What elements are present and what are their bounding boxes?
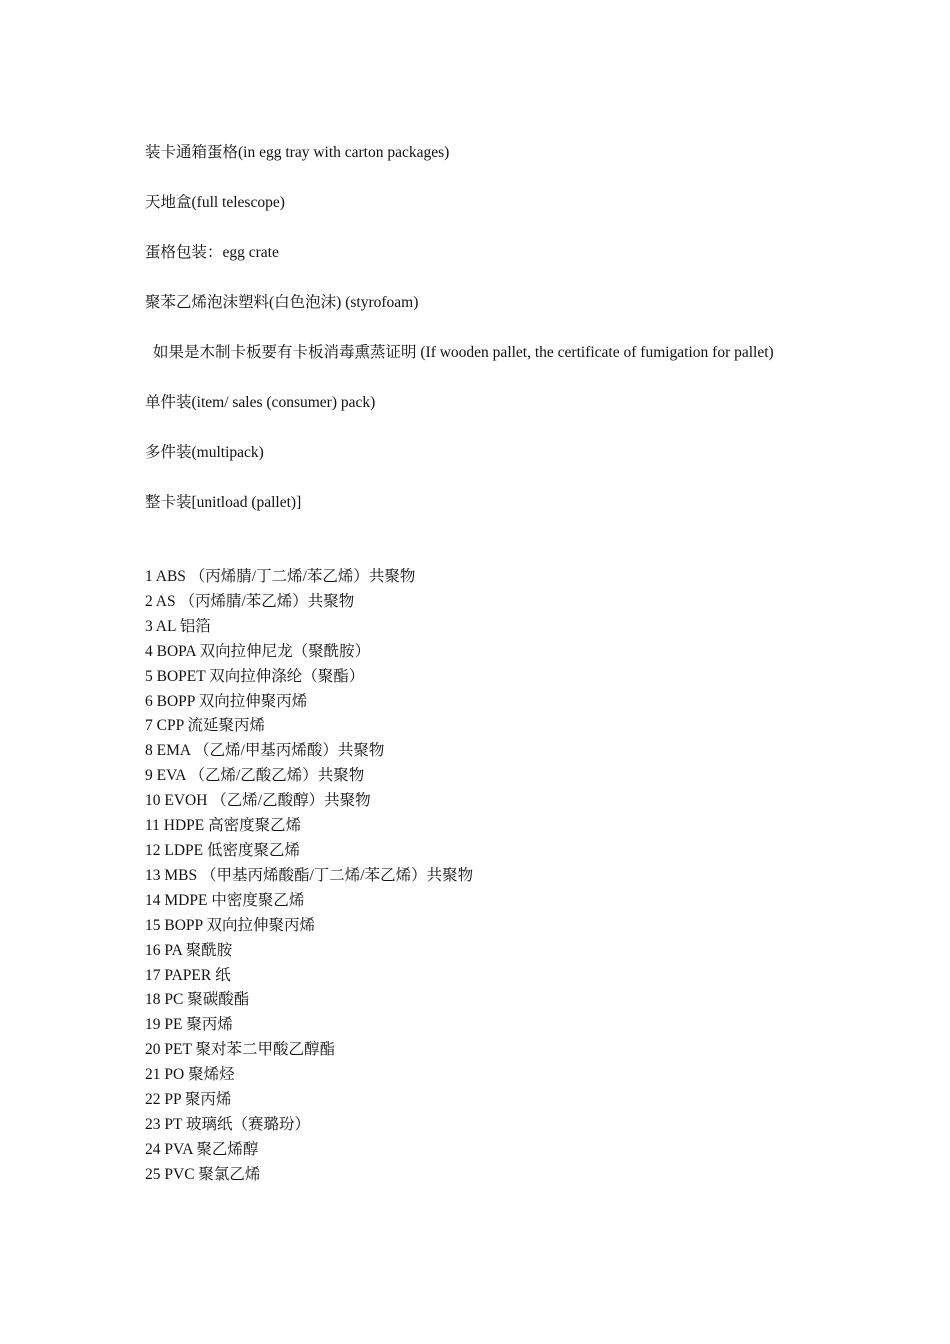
paragraph-item-pack: 单件装(item/ sales (consumer) pack) — [145, 394, 376, 411]
list-item: 6 BOPP 双向拉伸聚丙烯 — [145, 692, 308, 710]
paragraph-full-telescope: 天地盒(full telescope) — [145, 194, 285, 211]
list-item: 25 PVC 聚氯乙烯 — [145, 1165, 261, 1183]
list-item: 2 AS （丙烯腈/苯乙烯）共聚物 — [145, 592, 355, 610]
list-item: 13 MBS （甲基丙烯酸酯/丁二烯/苯乙烯）共聚物 — [145, 866, 474, 884]
list-item: 24 PVA 聚乙烯醇 — [145, 1140, 259, 1158]
list-item: 17 PAPER 纸 — [145, 966, 231, 984]
paragraph-styrofoam: 聚苯乙烯泡沫塑料(白色泡沫) (styrofoam) — [145, 294, 419, 311]
list-item: 22 PP 聚丙烯 — [145, 1091, 232, 1109]
list-item: 11 HDPE 高密度聚乙烯 — [145, 817, 302, 835]
list-item: 7 CPP 流延聚丙烯 — [145, 717, 266, 735]
list-item: 12 LDPE 低密度聚乙烯 — [145, 841, 301, 859]
list-item: 9 EVA （乙烯/乙酸乙烯）共聚物 — [145, 767, 365, 785]
list-item: 16 PA 聚酰胺 — [145, 941, 233, 959]
list-item: 8 EMA （乙烯/甲基丙烯酸）共聚物 — [145, 742, 385, 760]
paragraph-egg-tray: 装卡通箱蛋格(in egg tray with carton packages) — [145, 144, 450, 161]
paragraph-egg-crate: 蛋格包装：egg crate — [145, 244, 279, 261]
list-item: 23 PT 玻璃纸（赛璐玢） — [145, 1115, 311, 1133]
list-item: 5 BOPET 双向拉伸涤纶（聚酯） — [145, 667, 365, 685]
list-item: 14 MDPE 中密度聚乙烯 — [145, 891, 305, 909]
materials-list — [145, 565, 807, 1188]
paragraph-unitload: 整卡装[unitload (pallet)] — [145, 494, 302, 511]
list-item: 20 PET 聚对苯二甲酸乙醇酯 — [145, 1041, 336, 1059]
list-item: 1 ABS （丙烯腈/丁二烯/苯乙烯）共聚物 — [145, 568, 416, 585]
list-item: 19 PE 聚丙烯 — [145, 1016, 233, 1034]
list-item: 18 PC 聚碳酸酯 — [145, 991, 250, 1009]
list-item: 4 BOPA 双向拉伸尼龙（聚酰胺） — [145, 642, 371, 660]
list-item: 10 EVOH （乙烯/乙酸醇）共聚物 — [145, 792, 371, 810]
list-item: 21 PO 聚烯烃 — [145, 1066, 235, 1084]
paragraph-multipack: 多件装(multipack) — [145, 444, 264, 461]
document-body — [145, 141, 807, 1188]
list-item: 3 AL 铝箔 — [145, 617, 211, 635]
list-item: 15 BOPP 双向拉伸聚丙烯 — [145, 916, 315, 934]
paragraph-fumigation: 如果是木制卡板要有卡板消毒熏蒸证明 (If wooden pallet, the certificate of fumigation for pallet) — [153, 344, 774, 361]
